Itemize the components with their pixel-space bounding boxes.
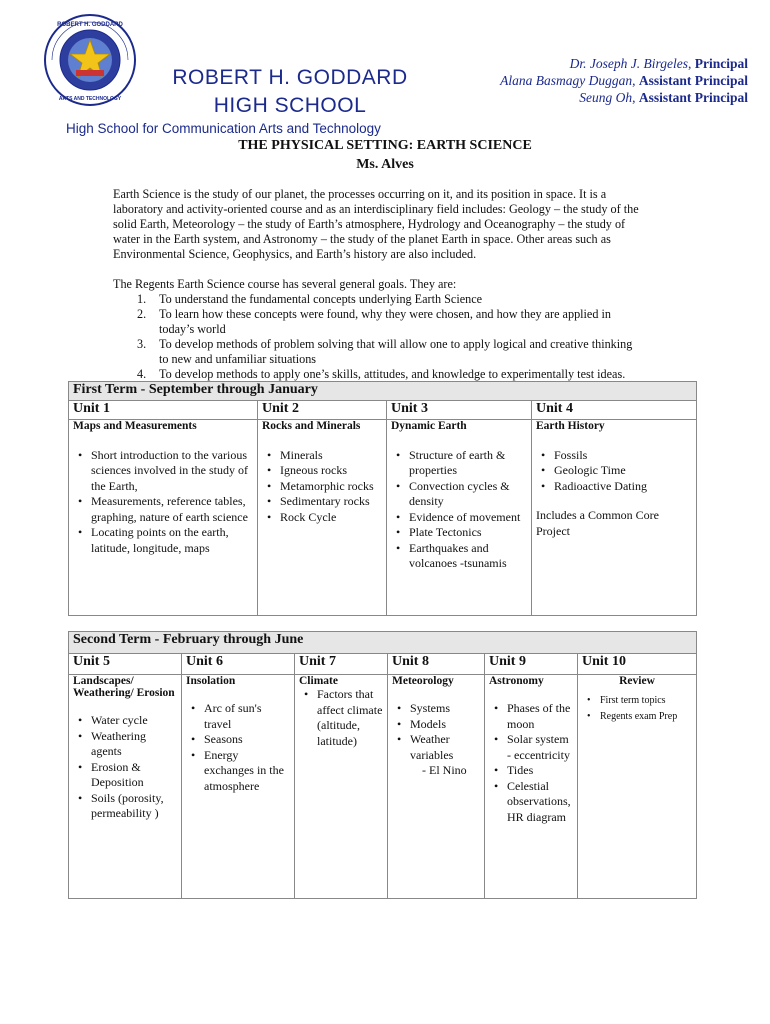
unit-2-label: Unit 2 — [258, 401, 387, 420]
intro-paragraph: Earth Science is the study of our planet, the processes occurring on it, and its position in space. It is a laboratory and activity-oriented course and as an interdisciplinary field includes: Geology – the study of the solid Earth, Meteorology – the study of Earth’s atmosphere, Hydrology and Oceanography – the study of water in the Earth system, and Astronomy – the study of the planet Earth in space. Other areas such as Environmental Science, Geophysics, and Earth’s history are also included. — [113, 187, 639, 261]
unit-10-topic: Review — [619, 675, 655, 687]
school-seal-logo — [44, 14, 136, 106]
unit-4-note: Includes a Common Core Project — [536, 508, 659, 538]
svg-text:ARTS AND TECHNOLOGY: ARTS AND TECHNOLOGY — [58, 96, 122, 102]
goals-section: The Regents Earth Science course has several general goals. They are: 1. To understand the fundamental concepts underlying Earth Science 2. To learn how these concepts were found, why they were chosen, and how they are applied in today’s world 3. To develop methods of problem solving that will allow one to apply logical and creative thinking to new and unfamiliar situations 4. To develop methods to apply one’s skills, attitudes, and knowledge to experimentally test ideas. — [113, 277, 659, 382]
goal-item: 4. To develop methods to apply one’s skills, attitudes, and knowledge to experimentally test ideas. — [137, 367, 626, 381]
staff-principal: Dr. Joseph J. Birgeles, Principal — [569, 56, 748, 71]
goal-item: 2. To learn how these concepts were found, why they were chosen, and how they are applied in — [137, 307, 611, 321]
unit-7-bullets: • Factors that affect climate (altitude, latitude) — [299, 687, 383, 749]
unit-2-topic: Rocks and Minerals — [258, 420, 387, 434]
goal-item: 1. To understand the fundamental concepts underlying Earth Science — [137, 292, 483, 306]
unit-2-bullets: • Minerals • Igneous rocks • Metamorphic rocks • Sedimentary rocks • Rock Cycle — [262, 448, 382, 526]
unit-1-topic: Maps and Measurements — [69, 420, 258, 434]
unit-6-topic: Insolation — [186, 675, 236, 687]
unit-1-label: Unit 1 — [69, 401, 258, 420]
first-term-heading: First Term - September through January — [69, 382, 697, 401]
staff-assistant-principal-2: Seung Oh, Assistant Principal — [579, 90, 748, 105]
unit-5-bullets: • Water cycle • Weathering agents • Erosion & Deposition • Soils (porosity, permeability ) — [73, 713, 177, 822]
staff-assistant-principal-1: Alana Basmagy Duggan, Assistant Principal — [500, 73, 748, 88]
unit-4-label: Unit 4 — [532, 401, 697, 420]
course-title: THE PHYSICAL SETTING: EARTH SCIENCE — [238, 138, 532, 153]
school-subtitle: High School for Communication Arts and Technology — [66, 121, 381, 136]
unit-4-bullets: • Fossils • Geologic Time • Radioactive Dating — [536, 448, 692, 495]
unit-3-bullets: • Structure of earth & properties • Convection cycles & density • Evidence of movement • Plate Tectonics • Earthquakes and volcanoes -tsunamis — [391, 448, 527, 572]
unit-5-topic: Landscapes/ Weathering/ Erosion — [73, 675, 175, 699]
unit-5-label: Unit 5 — [69, 653, 182, 675]
second-term-heading: Second Term - February through June — [69, 632, 697, 654]
school-name-line1: ROBERT H. GODDARD — [172, 66, 408, 89]
unit-9-bullets: • Phases of the moon • Solar system - eccentricity • Tides • Celestial observations, HR diagram — [489, 701, 573, 825]
unit-10-bullets: • First term topics • Regents exam Prep — [582, 693, 692, 724]
unit-8-bullets: • Systems • Models • Weather variables — [392, 701, 480, 763]
unit-6-bullets: • Arc of sun's travel • Seasons • Energy exchanges in the atmosphere — [186, 701, 290, 794]
unit-8-label: Unit 8 — [388, 653, 485, 675]
unit-3-topic: Dynamic Earth — [387, 420, 532, 434]
goal-item: 3. To develop methods of problem solving that will allow one to apply logical and creative thinking — [137, 337, 633, 351]
goals-intro: The Regents Earth Science course has several general goals. They are: — [113, 277, 457, 291]
unit-8-note: - El Nino — [422, 763, 467, 777]
unit-4-topic: Earth History — [532, 420, 697, 434]
unit-6-label: Unit 6 — [182, 653, 295, 675]
unit-10-label: Unit 10 — [578, 653, 697, 675]
school-name-line2: HIGH SCHOOL — [213, 94, 367, 117]
first-term-table — [68, 381, 697, 616]
svg-text:ROBERT H. GODDARD: ROBERT H. GODDARD — [57, 22, 123, 28]
unit-7-topic: Climate — [299, 675, 338, 687]
second-term-table — [68, 631, 697, 899]
unit-1-bullets: • Short introduction to the various sciences involved in the study of the Earth, • Measurements, reference tables, graphing, nature of earth science • Locating points on the earth, latitude, longitude, maps — [73, 448, 253, 557]
course-teacher: Ms. Alves — [356, 157, 414, 172]
unit-3-label: Unit 3 — [387, 401, 532, 420]
unit-7-label: Unit 7 — [295, 653, 388, 675]
unit-9-topic: Astronomy — [489, 675, 544, 687]
unit-9-label: Unit 9 — [485, 653, 578, 675]
unit-8-topic: Meteorology — [392, 675, 454, 687]
